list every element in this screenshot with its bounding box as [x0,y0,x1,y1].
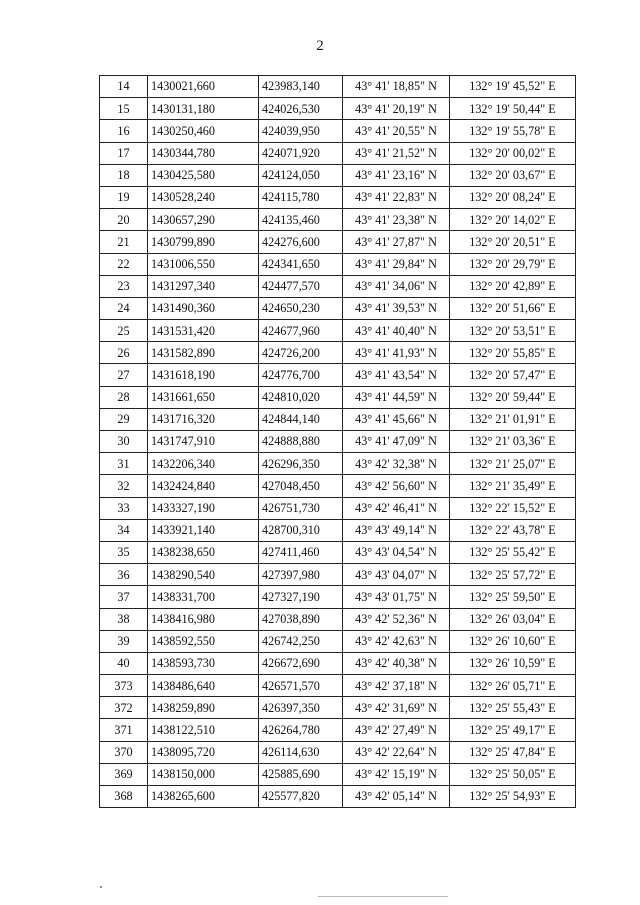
table-row [100,519,576,541]
coordinates-table [99,75,576,808]
page-number: 2 [316,38,324,54]
latitude-cell: 43° 41' 22,83" N [343,186,450,208]
latitude-cell: 43° 41' 21,52" N [343,142,450,164]
table-row [100,697,576,719]
point-number-cell: 24 [100,297,148,319]
latitude-cell: 43° 42' 15,19" N [343,763,450,785]
table-row [100,586,576,608]
table-row [100,320,576,342]
point-number-cell: 38 [100,608,148,630]
x-coordinate-cell: 1432424,840 [148,475,259,497]
x-coordinate-cell: 1431582,890 [148,342,259,364]
x-coordinate-cell: 1438331,700 [148,586,259,608]
longitude-cell: 132° 21' 35,49" E [450,475,576,497]
latitude-cell: 43° 42' 05,14" N [343,786,450,808]
x-coordinate-cell: 1438122,510 [148,719,259,741]
point-number-cell: 32 [100,475,148,497]
point-number-cell: 33 [100,497,148,519]
longitude-cell: 132° 20' 29,79" E [450,253,576,275]
point-number-cell: 15 [100,98,148,120]
point-number-cell: 19 [100,186,148,208]
y-coordinate-cell: 426397,350 [259,697,343,719]
table-row [100,76,576,98]
y-coordinate-cell: 425885,690 [259,763,343,785]
x-coordinate-cell: 1433327,190 [148,497,259,519]
x-coordinate-cell: 1438150,000 [148,763,259,785]
table-row [100,497,576,519]
x-coordinate-cell: 1438238,650 [148,541,259,563]
x-coordinate-cell: 1431006,550 [148,253,259,275]
x-coordinate-cell: 1438290,540 [148,564,259,586]
longitude-cell: 132° 21' 01,91" E [450,408,576,430]
latitude-cell: 43° 42' 27,49" N [343,719,450,741]
longitude-cell: 132° 26' 05,71" E [450,675,576,697]
x-coordinate-cell: 1438265,600 [148,786,259,808]
longitude-cell: 132° 20' 53,51" E [450,320,576,342]
point-number-cell: 30 [100,431,148,453]
y-coordinate-cell: 424039,950 [259,120,343,142]
table-row [100,386,576,408]
longitude-cell: 132° 26' 10,59" E [450,652,576,674]
y-coordinate-cell: 424477,570 [259,275,343,297]
longitude-cell: 132° 25' 59,50" E [450,586,576,608]
longitude-cell: 132° 20' 00,02" E [450,142,576,164]
longitude-cell: 132° 20' 59,44" E [450,386,576,408]
latitude-cell: 43° 42' 40,38" N [343,652,450,674]
latitude-cell: 43° 41' 29,84" N [343,253,450,275]
point-number-cell: 21 [100,231,148,253]
latitude-cell: 43° 41' 41,93" N [343,342,450,364]
longitude-cell: 132° 25' 54,93" E [450,786,576,808]
latitude-cell: 43° 41' 39,53" N [343,297,450,319]
y-coordinate-cell: 426114,630 [259,741,343,763]
x-coordinate-cell: 1432206,340 [148,453,259,475]
point-number-cell: 27 [100,364,148,386]
table-row [100,652,576,674]
coordinates-table-body [100,76,576,808]
longitude-cell: 132° 20' 14,02" E [450,209,576,231]
scan-edge-line [318,896,448,897]
latitude-cell: 43° 42' 37,18" N [343,675,450,697]
y-coordinate-cell: 424776,700 [259,364,343,386]
latitude-cell: 43° 41' 34,06" N [343,275,450,297]
point-number-cell: 35 [100,541,148,563]
y-coordinate-cell: 427411,460 [259,541,343,563]
latitude-cell: 43° 42' 56,60" N [343,475,450,497]
longitude-cell: 132° 22' 15,52" E [450,497,576,519]
longitude-cell: 132° 25' 49,17" E [450,719,576,741]
y-coordinate-cell: 424026,530 [259,98,343,120]
table-row [100,408,576,430]
table-row [100,98,576,120]
latitude-cell: 43° 42' 32,38" N [343,453,450,475]
x-coordinate-cell: 1431297,340 [148,275,259,297]
point-number-cell: 14 [100,76,148,98]
x-coordinate-cell: 1438592,550 [148,630,259,652]
x-coordinate-cell: 1433921,140 [148,519,259,541]
longitude-cell: 132° 20' 51,66" E [450,297,576,319]
latitude-cell: 43° 41' 44,59" N [343,386,450,408]
longitude-cell: 132° 20' 55,85" E [450,342,576,364]
longitude-cell: 132° 20' 42,89" E [450,275,576,297]
x-coordinate-cell: 1438416,980 [148,608,259,630]
longitude-cell: 132° 25' 47,84" E [450,741,576,763]
point-number-cell: 25 [100,320,148,342]
x-coordinate-cell: 1438259,890 [148,697,259,719]
y-coordinate-cell: 426571,570 [259,675,343,697]
x-coordinate-cell: 1430131,180 [148,98,259,120]
table-row [100,431,576,453]
longitude-cell: 132° 26' 10,60" E [450,630,576,652]
table-row [100,763,576,785]
x-coordinate-cell: 1430799,890 [148,231,259,253]
longitude-cell: 132° 26' 03,04" E [450,608,576,630]
table-row [100,253,576,275]
table-row [100,186,576,208]
y-coordinate-cell: 426751,730 [259,497,343,519]
point-number-cell: 34 [100,519,148,541]
y-coordinate-cell: 424115,780 [259,186,343,208]
x-coordinate-cell: 1431531,420 [148,320,259,342]
table-row [100,142,576,164]
longitude-cell: 132° 20' 20,51" E [450,231,576,253]
scan-speck [100,886,102,888]
longitude-cell: 132° 19' 45,52" E [450,76,576,98]
point-number-cell: 40 [100,652,148,674]
latitude-cell: 43° 41' 40,40" N [343,320,450,342]
latitude-cell: 43° 41' 20,55" N [343,120,450,142]
x-coordinate-cell: 1438095,720 [148,741,259,763]
longitude-cell: 132° 21' 25,07" E [450,453,576,475]
y-coordinate-cell: 427397,980 [259,564,343,586]
point-number-cell: 26 [100,342,148,364]
x-coordinate-cell: 1431747,910 [148,431,259,453]
table-row [100,120,576,142]
y-coordinate-cell: 426296,350 [259,453,343,475]
x-coordinate-cell: 1430657,290 [148,209,259,231]
point-number-cell: 369 [100,763,148,785]
longitude-cell: 132° 20' 08,24" E [450,186,576,208]
point-number-cell: 372 [100,697,148,719]
point-number-cell: 371 [100,719,148,741]
table-row [100,231,576,253]
x-coordinate-cell: 1431661,650 [148,386,259,408]
longitude-cell: 132° 25' 57,72" E [450,564,576,586]
latitude-cell: 43° 43' 01,75" N [343,586,450,608]
point-number-cell: 37 [100,586,148,608]
y-coordinate-cell: 424810,020 [259,386,343,408]
latitude-cell: 43° 41' 27,87" N [343,231,450,253]
latitude-cell: 43° 41' 23,38" N [343,209,450,231]
point-number-cell: 368 [100,786,148,808]
y-coordinate-cell: 423983,140 [259,76,343,98]
point-number-cell: 20 [100,209,148,231]
table-row [100,719,576,741]
longitude-cell: 132° 19' 50,44" E [450,98,576,120]
y-coordinate-cell: 426264,780 [259,719,343,741]
x-coordinate-cell: 1431716,320 [148,408,259,430]
point-number-cell: 31 [100,453,148,475]
table-row [100,453,576,475]
point-number-cell: 373 [100,675,148,697]
longitude-cell: 132° 19' 55,78" E [450,120,576,142]
longitude-cell: 132° 21' 03,36" E [450,431,576,453]
longitude-cell: 132° 25' 55,43" E [450,697,576,719]
point-number-cell: 17 [100,142,148,164]
y-coordinate-cell: 424650,230 [259,297,343,319]
x-coordinate-cell: 1430344,780 [148,142,259,164]
x-coordinate-cell: 1430528,240 [148,186,259,208]
table-row [100,741,576,763]
table-row [100,297,576,319]
latitude-cell: 43° 42' 22,64" N [343,741,450,763]
latitude-cell: 43° 41' 47,09" N [343,431,450,453]
y-coordinate-cell: 427048,450 [259,475,343,497]
y-coordinate-cell: 424276,600 [259,231,343,253]
latitude-cell: 43° 43' 49,14" N [343,519,450,541]
y-coordinate-cell: 424124,050 [259,164,343,186]
table-row [100,209,576,231]
y-coordinate-cell: 424844,140 [259,408,343,430]
table-row [100,164,576,186]
latitude-cell: 43° 41' 45,66" N [343,408,450,430]
table-row [100,786,576,808]
latitude-cell: 43° 41' 20,19" N [343,98,450,120]
table-row [100,675,576,697]
y-coordinate-cell: 424341,650 [259,253,343,275]
point-number-cell: 18 [100,164,148,186]
point-number-cell: 16 [100,120,148,142]
latitude-cell: 43° 42' 42,63" N [343,630,450,652]
point-number-cell: 23 [100,275,148,297]
longitude-cell: 132° 25' 50,05" E [450,763,576,785]
point-number-cell: 39 [100,630,148,652]
y-coordinate-cell: 424726,200 [259,342,343,364]
point-number-cell: 28 [100,386,148,408]
table-row [100,630,576,652]
latitude-cell: 43° 41' 43,54" N [343,364,450,386]
y-coordinate-cell: 424677,960 [259,320,343,342]
y-coordinate-cell: 427038,890 [259,608,343,630]
y-coordinate-cell: 427327,190 [259,586,343,608]
longitude-cell: 132° 20' 03,67" E [450,164,576,186]
y-coordinate-cell: 424071,920 [259,142,343,164]
y-coordinate-cell: 426672,690 [259,652,343,674]
x-coordinate-cell: 1431490,360 [148,297,259,319]
table-row [100,475,576,497]
latitude-cell: 43° 43' 04,54" N [343,541,450,563]
y-coordinate-cell: 426742,250 [259,630,343,652]
latitude-cell: 43° 41' 23,16" N [343,164,450,186]
table-row [100,364,576,386]
table-row [100,541,576,563]
longitude-cell: 132° 22' 43,78" E [450,519,576,541]
table-row [100,275,576,297]
latitude-cell: 43° 42' 31,69" N [343,697,450,719]
y-coordinate-cell: 425577,820 [259,786,343,808]
latitude-cell: 43° 42' 52,36" N [343,608,450,630]
x-coordinate-cell: 1438593,730 [148,652,259,674]
latitude-cell: 43° 41' 18,85" N [343,76,450,98]
y-coordinate-cell: 424135,460 [259,209,343,231]
x-coordinate-cell: 1430250,460 [148,120,259,142]
x-coordinate-cell: 1431618,190 [148,364,259,386]
latitude-cell: 43° 42' 46,41" N [343,497,450,519]
table-row [100,564,576,586]
longitude-cell: 132° 25' 55,42" E [450,541,576,563]
point-number-cell: 29 [100,408,148,430]
x-coordinate-cell: 1430021,660 [148,76,259,98]
point-number-cell: 36 [100,564,148,586]
point-number-cell: 370 [100,741,148,763]
x-coordinate-cell: 1438486,640 [148,675,259,697]
table-row [100,608,576,630]
latitude-cell: 43° 43' 04,07" N [343,564,450,586]
point-number-cell: 22 [100,253,148,275]
longitude-cell: 132° 20' 57,47" E [450,364,576,386]
y-coordinate-cell: 428700,310 [259,519,343,541]
x-coordinate-cell: 1430425,580 [148,164,259,186]
y-coordinate-cell: 424888,880 [259,431,343,453]
table-row [100,342,576,364]
